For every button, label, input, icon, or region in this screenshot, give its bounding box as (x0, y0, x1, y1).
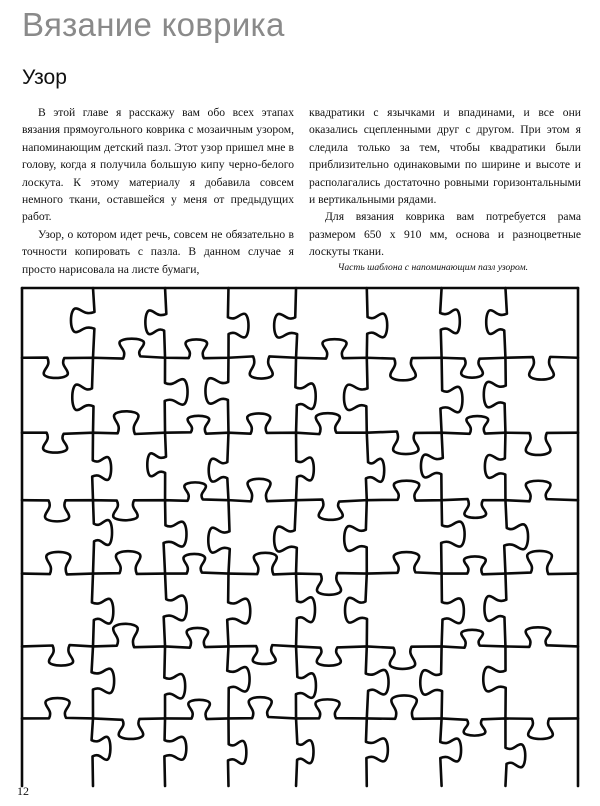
puzzle-horizontal-line (22, 411, 578, 455)
page-number: 12 (17, 784, 29, 798)
puzzle-horizontal-line (22, 479, 578, 522)
puzzle-vertical-line (145, 288, 187, 786)
section-title: Узор (22, 66, 67, 89)
puzzle-vertical-line (483, 288, 528, 786)
paragraph: квадратики с язычками и впадинами, и все они оказались сцепленными друг с другом. При этом я следила только за тем, чтобы квадратики были приблизительно одинаковыми по ширине и высоте и располагались достаточно ровными горизонтальными и вертикальными рядами. (309, 106, 581, 207)
puzzle-horizontal-line (22, 624, 578, 669)
paragraph: В этой главе я расскажу вам обо всех этапах вязания прямоугольного коврика с мозаичным узором, напоминающим детский пазл. Этот узор пришел мне в голову, когда я получила большую кипу черно-белого лоскута. К этому материалу я добавила совсем немного ткани, оставшейся у меня от предыдущих работ. (22, 106, 294, 224)
puzzle-vertical-line (205, 288, 250, 786)
figure-caption: Часть шаблона с напоминающим пазл узором. (337, 262, 528, 273)
puzzle-horizontal-line (22, 551, 578, 595)
puzzle-vertical-line (71, 288, 114, 786)
paragraph: Для вязания коврика вам потребуется рама размером 650 х 910 мм, основа и разноцветные лоскуты ткани. (309, 210, 581, 259)
puzzle-vertical-line (420, 288, 464, 786)
puzzle-horizontal-line (22, 695, 578, 739)
puzzle-vertical-line (344, 288, 389, 786)
paragraph: Узор, о котором идет речь, совсем не обязательно в точности копировать с пазла. В данном случае я просто нарисовала на листе бумаги, (22, 227, 294, 276)
chapter-title: Вязание коврика (22, 6, 285, 43)
puzzle-horizontal-line (22, 339, 578, 381)
puzzle-vertical-line (274, 288, 316, 786)
